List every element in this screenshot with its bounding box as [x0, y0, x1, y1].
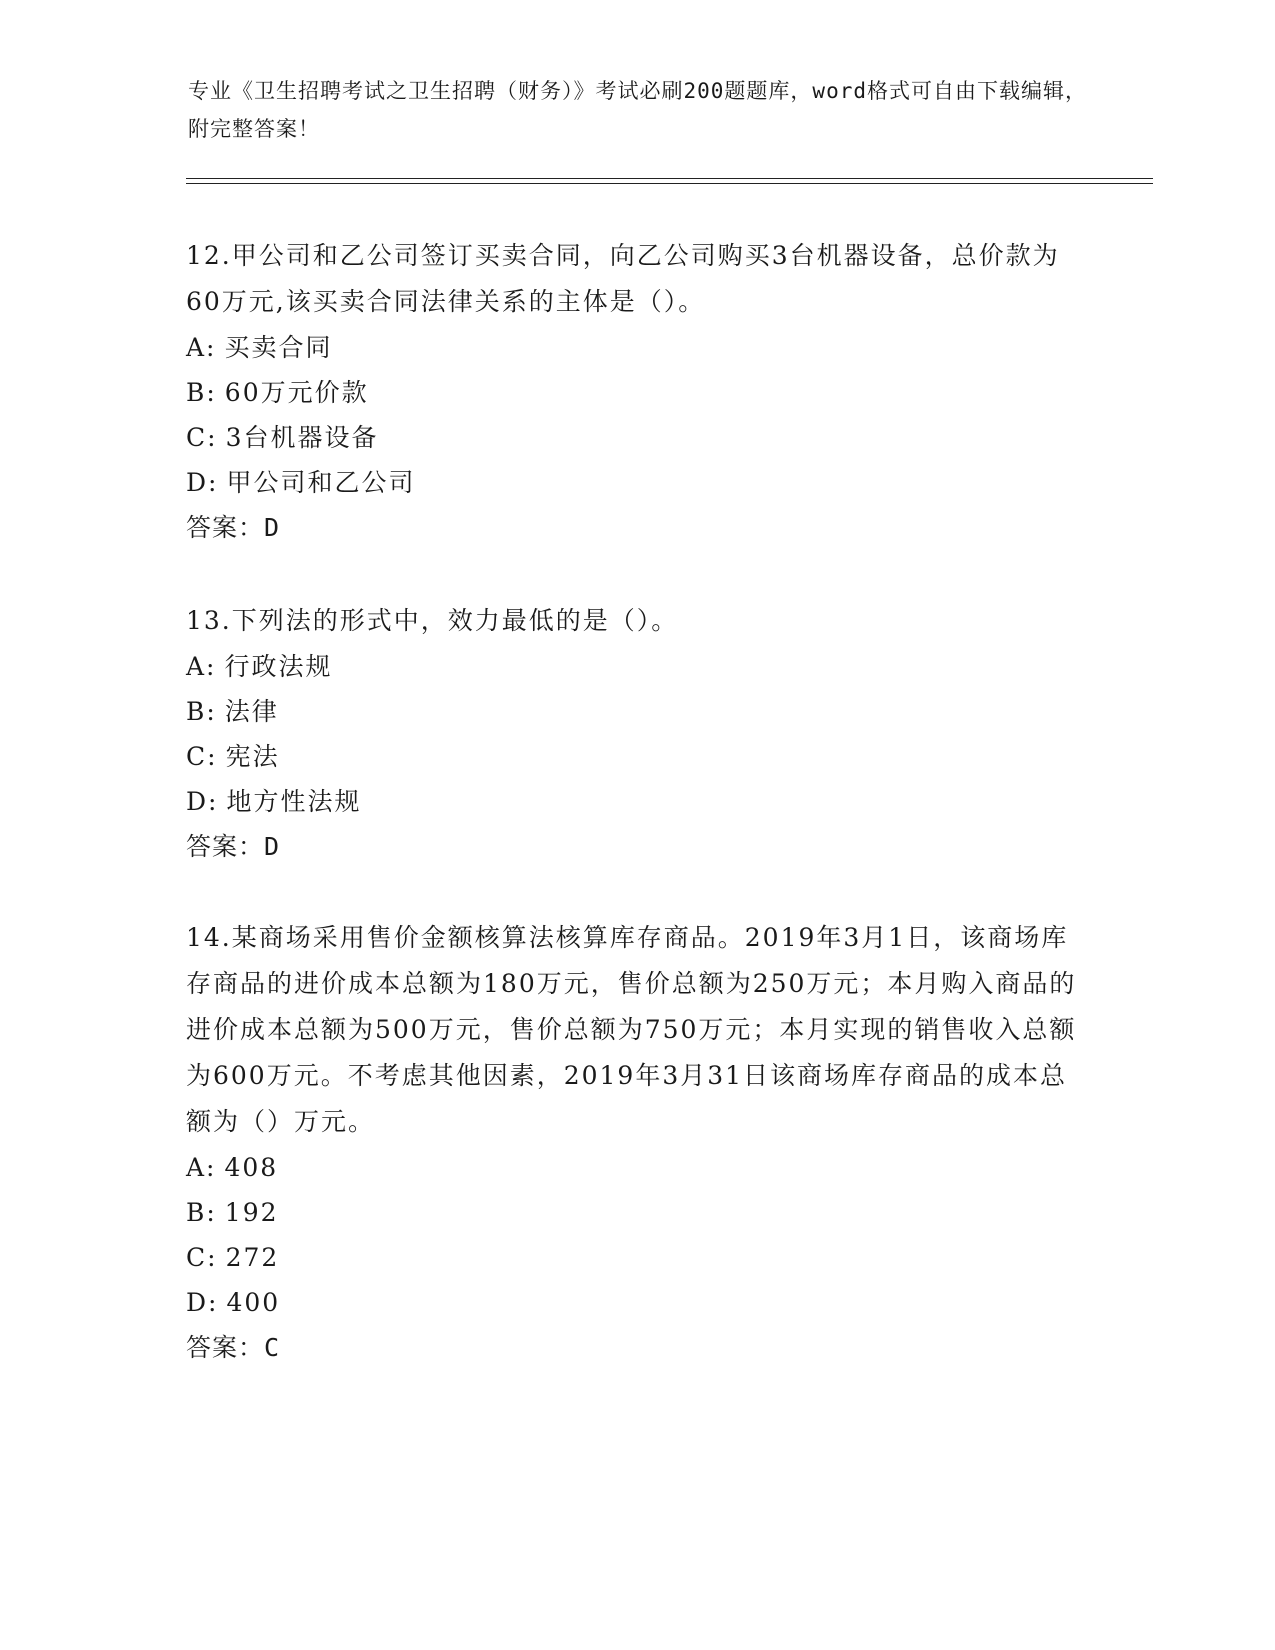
option-a	[186, 1145, 1086, 1190]
option-b	[186, 689, 1086, 734]
option-key: B:	[186, 378, 217, 407]
header-divider-bottom	[186, 183, 1153, 184]
option-text: 192	[224, 1198, 279, 1227]
option-text: 行政法规	[224, 652, 333, 681]
option-c	[186, 415, 1086, 460]
option-text: 408	[224, 1153, 279, 1182]
question-stem: 12.甲公司和乙公司签订买卖合同，向乙公司购买3台机器设备，总价款为60万元,该买卖合同法律关系的主体是（）。	[186, 241, 1060, 316]
option-text: 地方性法规	[226, 787, 362, 816]
document-header: 专业《卫生招聘考试之卫生招聘（财务）》考试必刷200题题库，word格式可自由下载编辑，附完整答案！	[188, 79, 1087, 141]
question-14	[186, 915, 1086, 1371]
option-text: 甲公司和乙公司	[226, 468, 416, 497]
question-12	[186, 233, 1086, 551]
option-key: B:	[186, 1198, 217, 1227]
option-b	[186, 1190, 1086, 1235]
answer-line: 答案：D	[186, 832, 281, 861]
question-stem: 14.某商场采用售价金额核算法核算库存商品。2019年3月1日，该商场库存商品的进价成本总额为180万元，售价总额为250万元；本月购入商品的进价成本总额为500万元，售价总额为750万元；本月实现的销售收入总额为600万元。不考虑其他因素，2019年3月31日该商场库存商品的成本总额为（）万元。	[186, 923, 1077, 1136]
option-c	[186, 734, 1086, 779]
option-text: 3台机器设备	[225, 423, 379, 452]
option-key: D:	[186, 468, 219, 497]
question-13	[186, 598, 1086, 870]
option-key: D:	[186, 787, 219, 816]
option-key: C:	[186, 1243, 218, 1272]
option-c	[186, 1235, 1086, 1280]
answer-line: 答案：D	[186, 513, 281, 542]
option-text: 60万元价款	[224, 378, 369, 407]
option-text: 买卖合同	[224, 333, 333, 362]
option-key: A:	[186, 1153, 217, 1182]
option-text: 272	[225, 1243, 280, 1272]
option-a	[186, 325, 1086, 370]
question-stem: 13.下列法的形式中，效力最低的是（）。	[186, 606, 679, 635]
option-a	[186, 644, 1086, 689]
option-key: C:	[186, 742, 218, 771]
option-d	[186, 460, 1086, 505]
header-divider-top	[186, 178, 1153, 179]
option-text: 400	[226, 1288, 281, 1317]
option-d	[186, 779, 1086, 824]
option-key: A:	[186, 333, 217, 362]
option-d	[186, 1280, 1086, 1325]
option-key: B:	[186, 697, 217, 726]
option-key: A:	[186, 652, 217, 681]
option-key: D:	[186, 1288, 219, 1317]
answer-line: 答案：C	[186, 1333, 281, 1362]
option-b	[186, 370, 1086, 415]
option-text: 法律	[224, 697, 279, 726]
option-text: 宪法	[225, 742, 280, 771]
option-key: C:	[186, 423, 218, 452]
